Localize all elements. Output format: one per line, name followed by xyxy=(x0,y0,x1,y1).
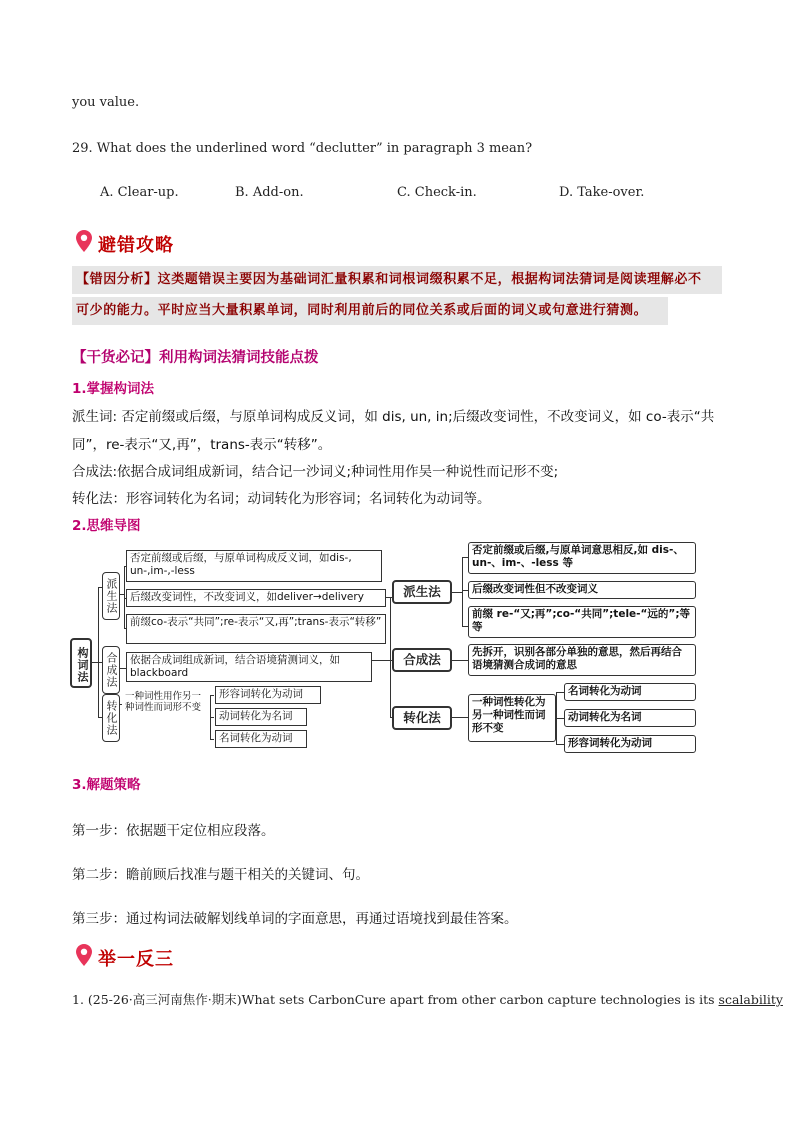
mindmap-left-derive-box3: 前缀co-表示“共同”;re-表示“又,再”;trans-表示“转移” xyxy=(126,614,386,644)
mindmap-right-derive: 派生法 xyxy=(392,580,452,604)
mindmap-right-convert-note: 一种词性转化为另一种词性而词形不变 xyxy=(468,694,556,742)
question-stem: 29. What does the underlined word “declutter” in paragraph 3 mean? xyxy=(72,141,533,156)
underlined-word: scalability xyxy=(718,992,783,1007)
mindmap-right-convert: 转化法 xyxy=(392,706,452,730)
step-3: 第三步：通过构词法破解划线单词的字面意思，再通过语境找到最佳答案。 xyxy=(72,911,518,927)
option-c: C. Check-in. xyxy=(397,185,477,200)
heading-2: 2.思维导图 xyxy=(72,518,141,534)
mindmap-right-compound: 合成法 xyxy=(392,648,452,672)
mindmap-left-convert-box2: 动词转化为名词 xyxy=(215,708,307,726)
heading-3: 3.解题策略 xyxy=(72,777,141,793)
paragraph-compound: 合成法:依据合成词组成新词，结合记一沙词义;种词性用作吴一种说性而记形不变; xyxy=(72,464,559,480)
step-1: 第一步：依据题干定位相应段落。 xyxy=(72,823,275,839)
section-title-avoid-errors: 避错攻略 xyxy=(98,235,174,256)
mindmap-right-compound-box: 先拆开，识别各部分单独的意思，然后再结合语境猜测合成词的意思 xyxy=(468,644,696,676)
mindmap-left-derive-box2: 后缀改变词性，不改变词义，如deliver→delivery xyxy=(126,589,386,607)
mindmap-left-convert-note: 一种词性用作另一种词性而词形不变 xyxy=(122,690,210,718)
section-title-practice: 举一反三 xyxy=(98,949,174,970)
option-a: A. Clear-up. xyxy=(100,185,179,200)
mindmap-left-derive: 派生法 xyxy=(102,572,120,620)
mindmap-right-convert-box2: 动词转化为名词 xyxy=(564,709,696,727)
paragraph-derivation-1: 派生词: 否定前缀或后缀，与原单词构成反义词，如 dis, un, in;后缀改变词性，不改变词义，如 co-表示“共 xyxy=(72,409,715,425)
option-d: D. Take-over. xyxy=(559,185,645,200)
dry-goods-title: 【干货必记】利用构词法猜词技能点拨 xyxy=(72,350,319,366)
step-2: 第二步：瞻前顾后找准与题干相关的关键词、句。 xyxy=(72,867,369,883)
mindmap-left-compound-box: 依据合成词组成新词，结合语境猜测词义，如blackboard xyxy=(126,652,372,682)
example-question-1 xyxy=(72,990,783,1008)
mindmap-right-derive-box1: 否定前缀或后缀,与原单词意思相反,如 dis-、un-、im-、-less 等 xyxy=(468,542,696,574)
mindmap-left-convert: 转化法 xyxy=(102,694,120,742)
mindmap-left-convert-box3: 名词转化为动词 xyxy=(215,730,307,748)
mind-map xyxy=(70,542,730,757)
error-analysis-line1: 【错因分析】这类题错误主要因为基础词汇量积累和词根词缀积累不足，根据构词法猜词是阅读理解必不 xyxy=(72,266,722,294)
mindmap-root: 构词法 xyxy=(70,638,92,688)
continuation-text: you value. xyxy=(72,95,140,110)
example-question-text: 1. (25-26·高三河南焦作·期末)What sets CarbonCure apart from other carbon capture technologies is its xyxy=(72,992,719,1007)
paragraph-conversion: 转化法：形容词转化为名词；动词转化为形容词；名词转化为动词等。 xyxy=(72,491,491,507)
option-b: B. Add-on. xyxy=(235,185,304,200)
mindmap-left-compound: 合成法 xyxy=(102,646,120,694)
mindmap-right-convert-box3: 形容词转化为动词 xyxy=(564,735,696,753)
location-pin-icon xyxy=(76,230,92,256)
paragraph-derivation-2: 同”，re-表示“又,再”，trans-表示“转移”。 xyxy=(72,437,332,453)
mindmap-left-derive-box1: 否定前缀或后缀，与原单词构成反义词，如dis-, un-,im-,-less xyxy=(126,550,382,582)
mindmap-left-convert-box1: 形容词转化为动词 xyxy=(215,686,321,704)
mindmap-right-convert-box1: 名词转化为动词 xyxy=(564,683,696,701)
mindmap-right-derive-box2: 后缀改变词性但不改变词义 xyxy=(468,581,696,599)
mindmap-right-derive-box3: 前缀 re-“又;再”;co-“共同”;tele-“远的”;等等 xyxy=(468,606,696,638)
error-analysis-line2: 可少的能力。平时应当大量积累单词，同时利用前后的同位关系或后面的词义或句意进行猜测。 xyxy=(72,297,668,325)
heading-1: 1.掌握构词法 xyxy=(72,381,155,397)
location-pin-icon xyxy=(76,944,92,970)
